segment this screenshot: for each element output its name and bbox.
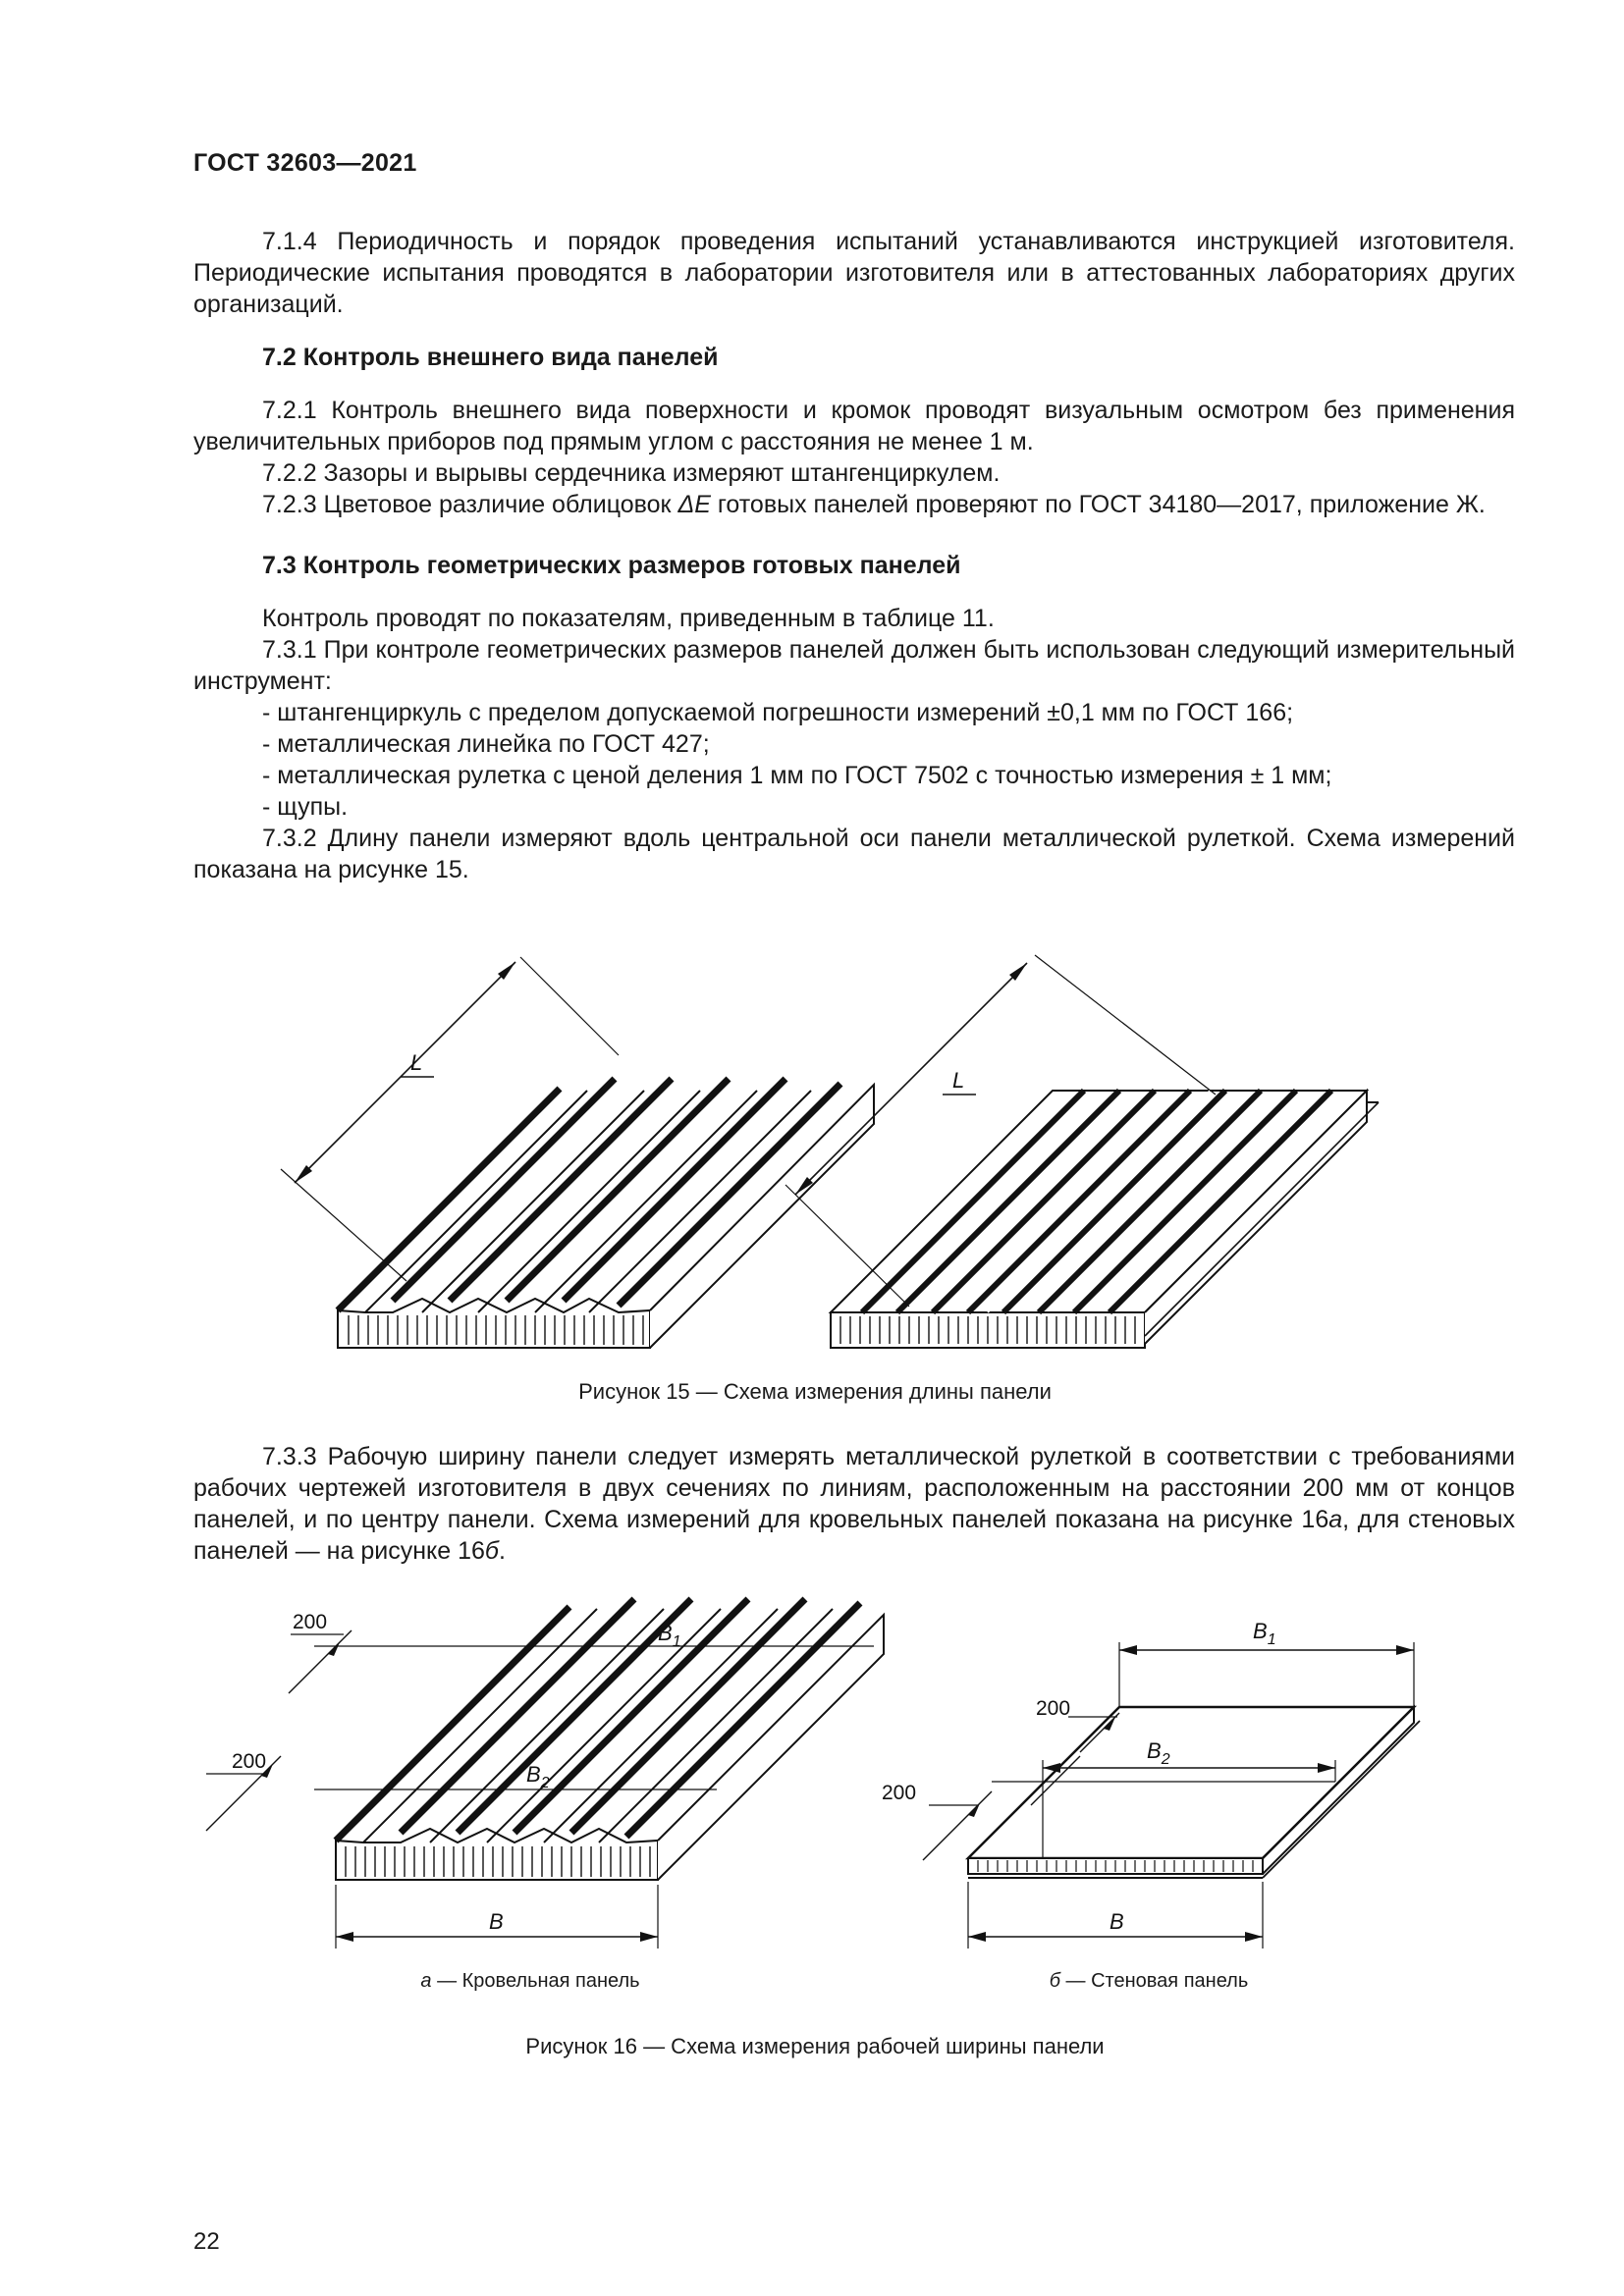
label-l-right: L bbox=[952, 1068, 965, 1093]
section-heading-7-3: 7.3 Контроль геометрических размеров готовых панелей bbox=[262, 552, 961, 579]
page-number: 22 bbox=[193, 2228, 220, 2255]
section-heading-7-2: 7.2 Контроль внешнего вида панелей bbox=[262, 344, 719, 371]
label-b2-a: $B_2$ bbox=[526, 1762, 550, 1791]
paragraph-7-3: Контроль проводят по показателям, приведенным в таблице 11. bbox=[262, 605, 995, 632]
figure-15-drawing bbox=[324, 947, 1404, 1360]
paragraph-7-2-1: 7.2.1 Контроль внешнего вида поверхности и кромок проводят визуальным осмотром без применения увеличительных приборов под прямым углом с расстояния не менее 1 м. bbox=[193, 397, 1515, 455]
list-item: - штангенциркуль с пределом допускаемой погрешности измерений ±0,1 мм по ГОСТ 166; bbox=[262, 699, 1294, 726]
dim-200-bottom-a: 200 bbox=[232, 1750, 267, 1773]
dim-200-bottom-b: 200 bbox=[882, 1782, 917, 1804]
label-b1-a: $B_1$ bbox=[658, 1621, 681, 1650]
list-item: - металлическая рулетка с ценой деления 1 мм по ГОСТ 7502 с точностью измерения ± 1 мм; bbox=[262, 762, 1332, 789]
list-item: - щупы. bbox=[262, 793, 349, 821]
roof-panel-drawing bbox=[281, 957, 874, 1348]
label-l-left: L bbox=[410, 1050, 423, 1075]
list-item: - металлическая линейка по ГОСТ 427; bbox=[262, 730, 710, 758]
paragraph-7-3-2: 7.3.2 Длину панели измеряют вдоль центральной оси панели металлической рулеткой. Схема измерений показана на рисунке 15. bbox=[193, 825, 1515, 883]
delta-e-symbol: ΔE bbox=[677, 491, 711, 518]
text-block-2 bbox=[193, 1441, 1515, 1567]
paragraph-7-1-4: 7.1.4 Периодичность и порядок проведения испытаний устанавливаются инструкцией изготовителя. Периодические испытания проводятся в лаборатории изготовителя или в аттестованных лабораториях других организаций. bbox=[193, 228, 1515, 318]
text-block bbox=[193, 226, 1515, 885]
dim-200-top-a: 200 bbox=[293, 1611, 328, 1633]
figure-16-caption: Рисунок 16 — Схема измерения рабочей ширины панели bbox=[525, 2034, 1105, 2058]
wall-panel-drawing bbox=[785, 955, 1379, 1348]
paragraph-7-3-3: 7.3.3 Рабочую ширину панели следует измерять металлической рулеткой в соответствии с требованиями рабочих чертежей изготовителя в двух сечениях по линиям, расположенным на расстоянии 200 мм от концов панелей, и по центру панели. Схема измерений для кровельных панелей показана на рисунке 16а, для стеновых панелей — на рисунке 16б. bbox=[193, 1443, 1515, 1565]
label-b1-b: $B_1$ bbox=[1253, 1619, 1276, 1648]
label-b-b: B bbox=[1110, 1909, 1124, 1934]
figure-16-drawing bbox=[232, 1595, 1345, 1949]
paragraph-7-3-1: 7.3.1 При контроле геометрических размеров панелей должен быть использован следующий измерительный инструмент: bbox=[193, 636, 1515, 695]
label-b-a: B bbox=[489, 1909, 504, 1934]
roof-panel-width-drawing bbox=[206, 1599, 884, 1949]
wall-panel-width-drawing bbox=[923, 1642, 1420, 1949]
label-b2-b: $B_2$ bbox=[1147, 1738, 1170, 1768]
figure-15-caption: Рисунок 15 — Схема измерения длины панели bbox=[578, 1379, 1052, 1404]
document-header: ГОСТ 32603—2021 bbox=[193, 149, 417, 177]
dim-200-top-b: 200 bbox=[1036, 1697, 1071, 1720]
figure-16b-subcaption: б — Стеновая панель bbox=[1049, 1970, 1249, 1992]
figure-16a-subcaption: а — Кровельная панель bbox=[420, 1970, 640, 1992]
paragraph-7-2-3: 7.2.3 Цветовое различие облицовок ΔE готовых панелей проверяют по ГОСТ 34180—2017, приложение Ж. bbox=[262, 491, 1486, 518]
paragraph-7-2-2: 7.2.2 Зазоры и вырывы сердечника измеряют штангенциркулем. bbox=[262, 459, 1001, 487]
